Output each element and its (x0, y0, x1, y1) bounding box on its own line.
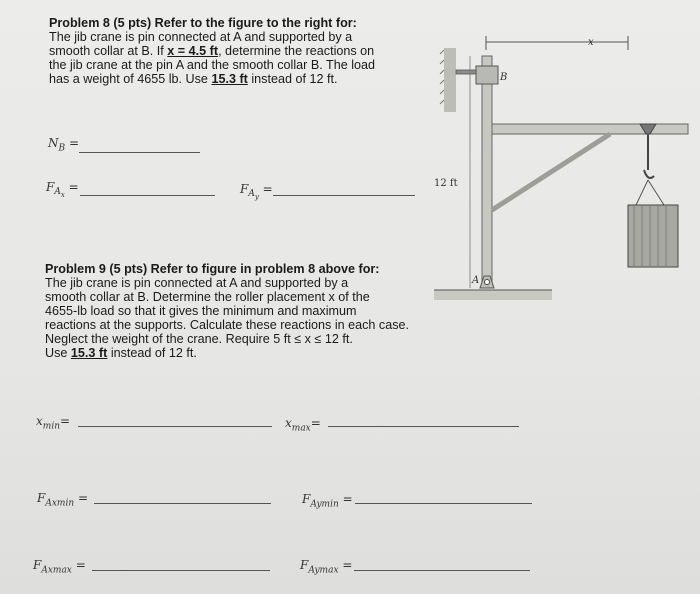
problem-8-use-value: 15.3 ft (211, 72, 248, 86)
problem-8-line-4b: instead of 12 ft. (251, 72, 338, 86)
problem-9-line-2: smooth collar at B. Determine the roller placement x of the (45, 290, 370, 304)
faxmax-answer-blank[interactable] (92, 570, 270, 571)
problem-8-text (49, 16, 375, 86)
problem-9-line-5: Neglect the weight of the crane. Require 5 ft ≤ x ≤ 12 ft. (45, 332, 353, 346)
hook-icon (644, 170, 654, 178)
problem-9-line-6a: Use (45, 346, 68, 360)
nb-answer-blank[interactable] (79, 152, 200, 153)
height-dimension-label: 12 ft (434, 178, 458, 189)
problem-8-line-2 (49, 44, 375, 58)
x-dimension-label: x (588, 37, 594, 48)
problem-9-text (45, 262, 409, 360)
wall-support (444, 48, 456, 112)
problem-8-title: Problem 8 (5 pts) Refer to the figure to the right for: (49, 16, 357, 30)
problem-8-line-2b: , determine the reactions on (218, 44, 375, 58)
crane-strut (492, 134, 610, 210)
problem-9-line-3: 4655-lb load so that it gives the minimum and maximum (45, 304, 357, 318)
problem-8-line-4a: has a weight of 4655 lb. Use (49, 72, 208, 86)
fax-label: $F_{A_x}$ = (46, 180, 79, 200)
ground (434, 290, 552, 300)
problem-8-line-1: The jib crane is pin connected at A and supported by a (49, 30, 353, 44)
faymax-label: $F_{Aymax}$ = (300, 558, 353, 576)
faymax-answer-blank[interactable] (354, 570, 530, 571)
load-crate (628, 205, 678, 267)
xmax-answer-blank[interactable] (328, 426, 519, 427)
faxmin-answer-blank[interactable] (94, 503, 271, 504)
problem-8-line-3: the jib crane at the pin A and the smooth collar B. The load (49, 58, 376, 72)
problem-9-use-value: 15.3 ft (70, 346, 108, 360)
collar-b-label: B (500, 72, 508, 83)
xmin-answer-blank[interactable] (78, 426, 272, 427)
faymin-answer-blank[interactable] (355, 503, 532, 504)
problem-9-line-1: The jib crane is pin connected at A and supported by a (45, 276, 349, 290)
xmin-label: $x_{min}=$ (36, 414, 71, 432)
faymin-label: $F_{Aymin}$ = (302, 492, 353, 510)
collar-b (476, 66, 498, 84)
faxmin-label: $F_{Axmin}$ = (37, 491, 89, 509)
xmax-label: $x_{max}=$ (285, 416, 321, 434)
jib-crane-figure (420, 20, 695, 310)
fay-label: $F_{A_y}$ = (240, 182, 273, 202)
problem-9-line-4: reactions at the supports. Calculate these reactions in each case. (45, 318, 410, 332)
problem-8-line-2a: smooth collar at B. If (49, 44, 164, 58)
crane-mast (482, 56, 492, 288)
fay-answer-blank[interactable] (273, 195, 415, 196)
pin-a-label: A (472, 275, 480, 286)
problem-9-title: Problem 9 (5 pts) Refer to figure in problem 8 above for: (45, 262, 380, 276)
problem-9-line-6b: instead of 12 ft. (110, 346, 197, 360)
problem-8-line-4 (49, 72, 375, 86)
nb-label: $N_B$ = (48, 136, 80, 154)
faxmax-label: $F_{Axmax}$ = (33, 558, 86, 576)
given-x-value: x = 4.5 ft (167, 44, 219, 58)
fax-answer-blank[interactable] (80, 195, 215, 196)
crane-boom (492, 124, 688, 134)
problem-9-line-6 (45, 346, 409, 360)
